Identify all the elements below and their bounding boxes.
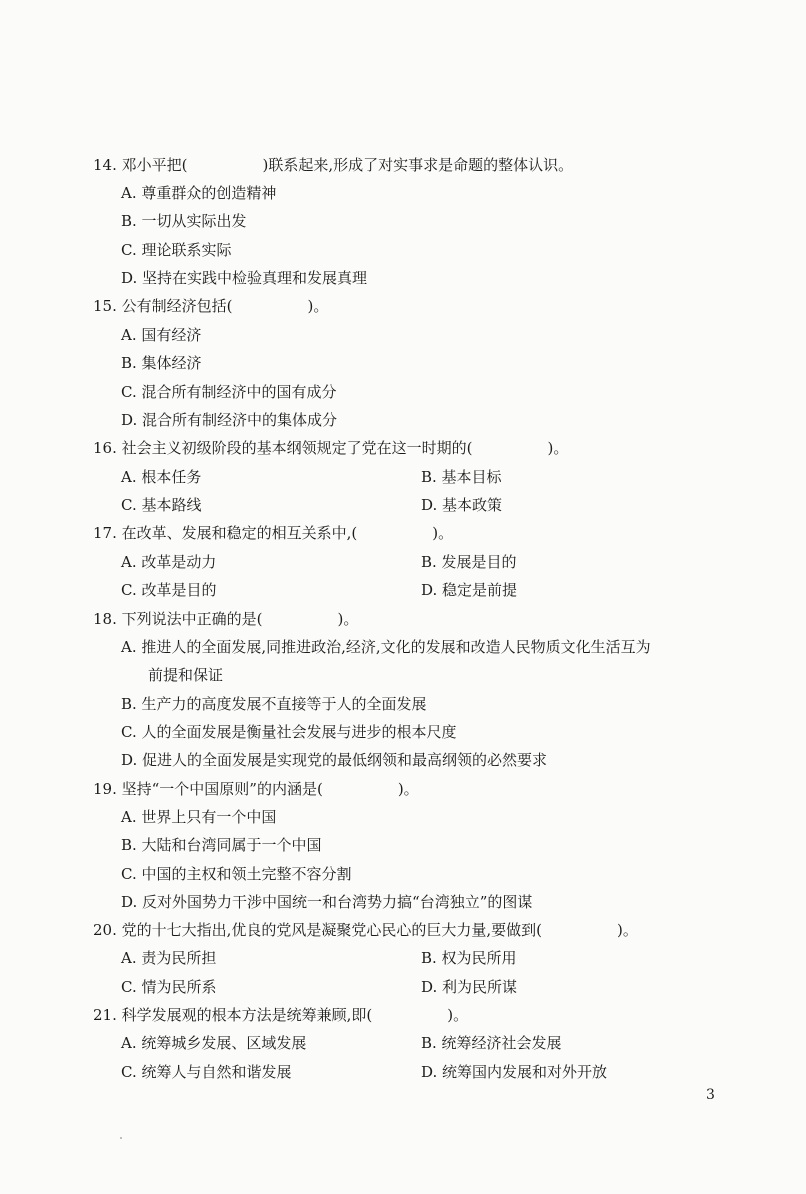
option-15-d: D. 混合所有制经济中的集体成分 [121,411,338,429]
option-21-d: D. 统筹国内发展和对外开放 [421,1063,608,1081]
option-19-b: B. 大陆和台湾同属于一个中国 [121,836,322,854]
option-14-d: D. 坚持在实践中检验真理和发展真理 [121,269,368,287]
option-18-d: D. 促进人的全面发展是实现党的最低纲领和最高纲领的必然要求 [121,751,548,769]
question-20: 20. 党的十七大指出,优良的党风是凝聚党心民心的巨大力量,要做到( )。 [93,921,638,939]
option-15-c: C. 混合所有制经济中的国有成分 [121,383,337,401]
question-18: 18. 下列说法中正确的是( )。 [93,610,359,628]
option-18-a: A. 推进人的全面发展,同推进政治,经济,文化的发展和改造人民物质文化生活互为 [121,638,651,656]
option-21-b: B. 统筹经济社会发展 [421,1034,562,1052]
option-16-b: B. 基本目标 [421,468,502,486]
option-19-c: C. 中国的主权和领土完整不容分割 [121,865,352,883]
option-16-a: A. 根本任务 [121,468,202,486]
question-21: 21. 科学发展观的根本方法是统筹兼顾,即( )。 [93,1006,469,1024]
question-19: 19. 坚持“一个中国原则”的内涵是( )。 [93,780,419,798]
option-18-b: B. 生产力的高度发展不直接等于人的全面发展 [121,695,427,713]
question-16: 16. 社会主义初级阶段的基本纲领规定了党在这一时期的( )。 [93,439,569,457]
option-20-d: D. 利为民所谋 [421,978,518,996]
option-17-d: D. 稳定是前提 [421,581,518,599]
option-18-a-continued: 前提和保证 [148,666,224,684]
question-17: 17. 在改革、发展和稳定的相互关系中,( )。 [93,524,454,542]
option-14-c: C. 理论联系实际 [121,241,232,259]
option-15-b: B. 集体经济 [121,354,202,372]
option-20-b: B. 权为民所用 [421,949,517,967]
scan-speck [120,1137,122,1139]
option-14-a: A. 尊重群众的创造精神 [121,184,277,202]
option-15-a: A. 国有经济 [121,326,202,344]
question-15: 15. 公有制经济包括( )。 [93,297,329,315]
option-20-c: C. 情为民所系 [121,978,217,996]
option-17-a: A. 改革是动力 [121,553,217,571]
page-number: 3 [706,1087,715,1103]
option-16-c: C. 基本路线 [121,496,202,514]
option-14-b: B. 一切从实际出发 [121,212,247,230]
option-19-d: D. 反对外国势力干涉中国统一和台湾势力搞“台湾独立”的图谋 [121,893,533,911]
option-18-c: C. 人的全面发展是衡量社会发展与进步的根本尺度 [121,723,457,741]
option-16-d: D. 基本政策 [421,496,503,514]
option-20-a: A. 责为民所担 [121,949,217,967]
question-14: 14. 邓小平把( )联系起来,形成了对实事求是命题的整体认识。 [93,156,574,174]
option-17-b: B. 发展是目的 [421,553,517,571]
option-21-c: C. 统筹人与自然和谐发展 [121,1063,292,1081]
option-17-c: C. 改革是目的 [121,581,217,599]
option-19-a: A. 世界上只有一个中国 [121,808,277,826]
option-21-a: A. 统筹城乡发展、区域发展 [121,1034,307,1052]
